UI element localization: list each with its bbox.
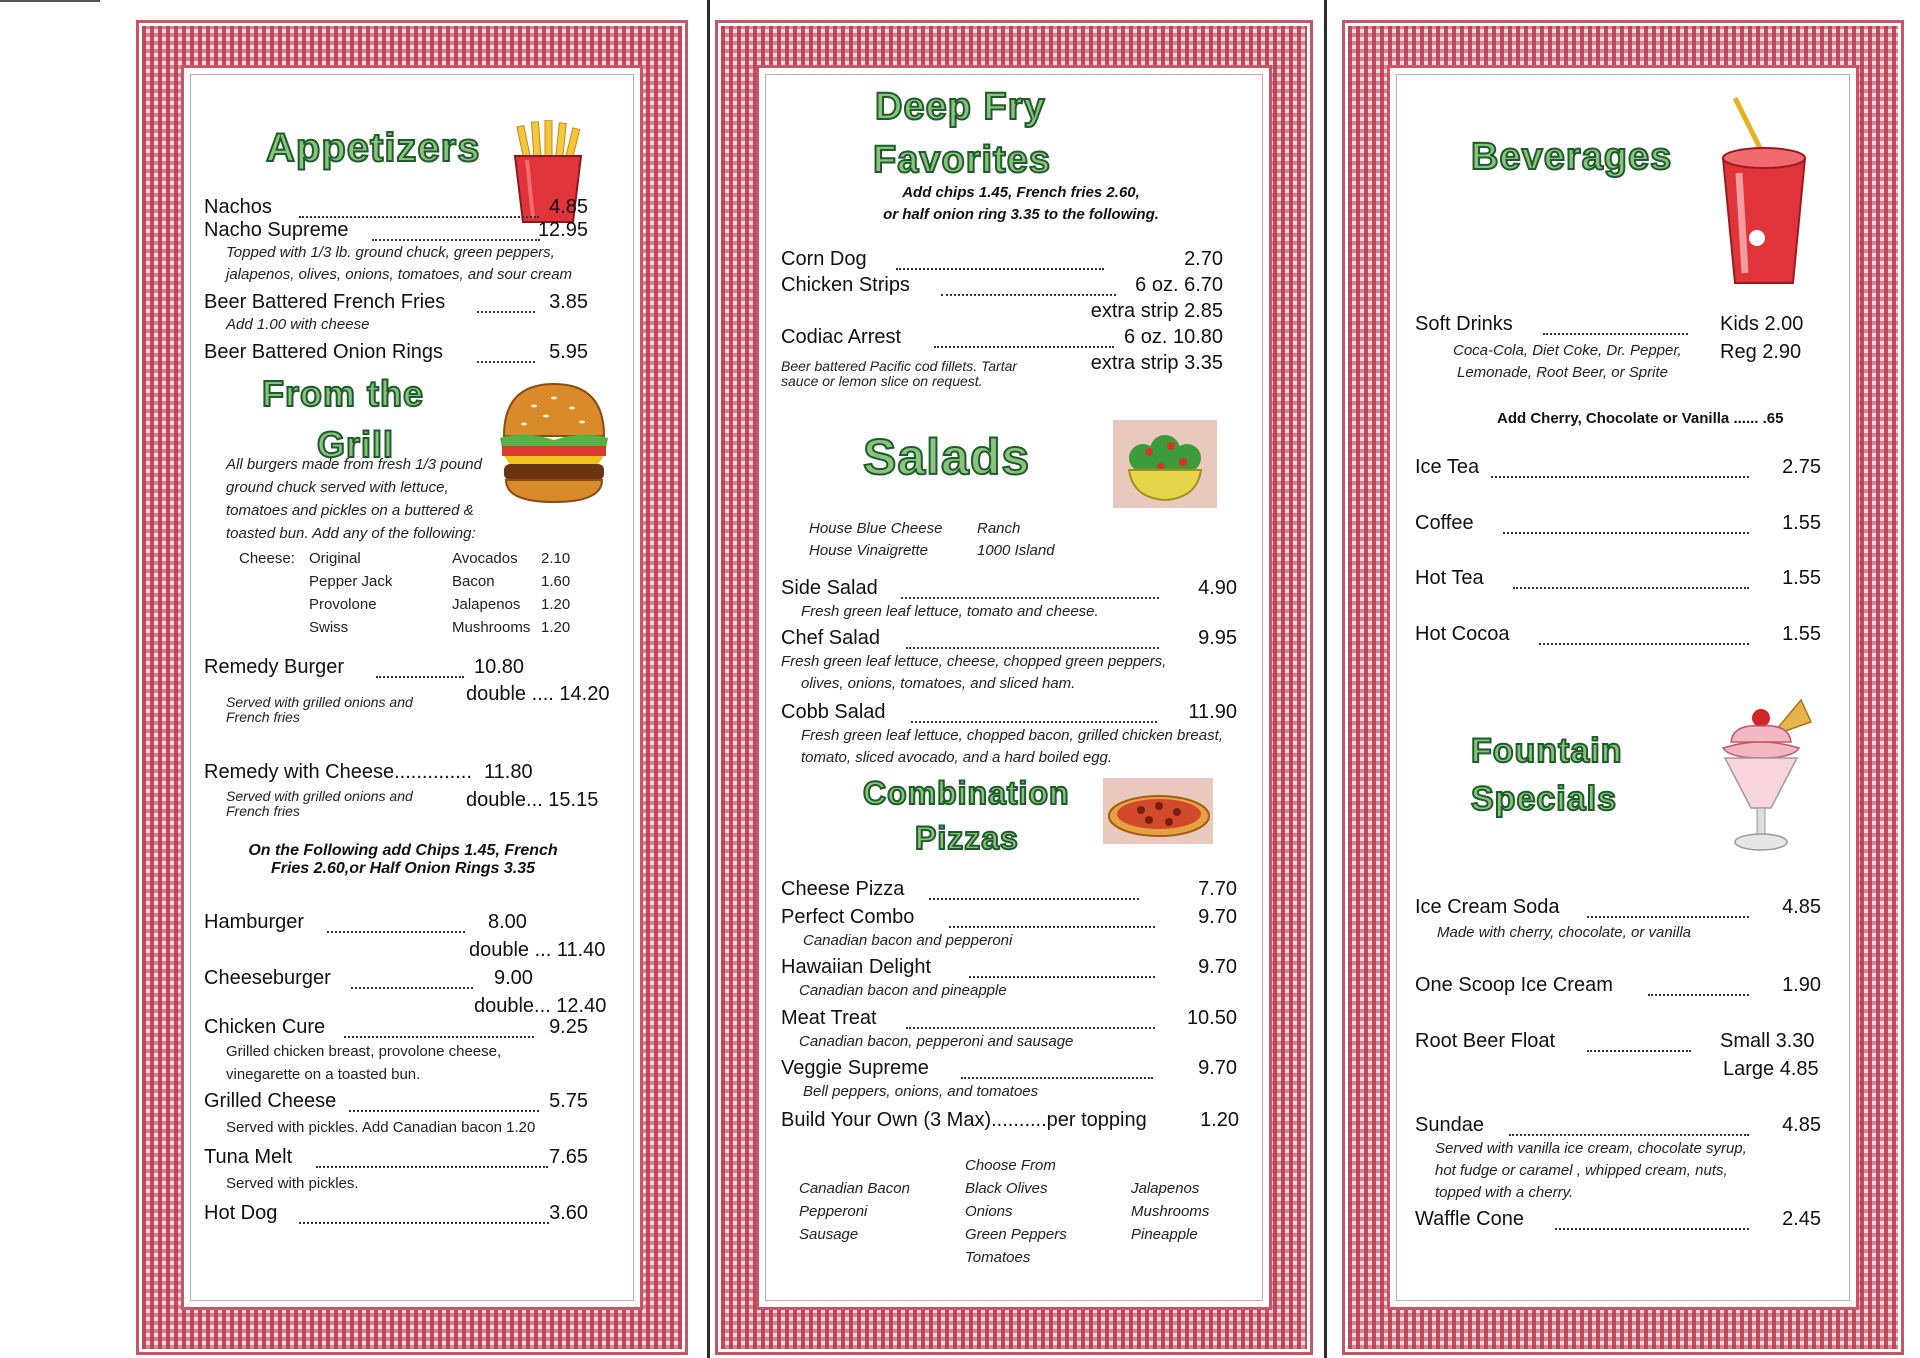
leader-dots xyxy=(1491,476,1749,478)
chicken-strips-price: 6 oz. 6.70 xyxy=(1135,274,1223,296)
fold-line-2 xyxy=(1324,0,1327,1358)
hot-dog-price: 3.60 xyxy=(549,1202,588,1224)
codiac-desc-1: Beer battered Pacific cod fillets. Tartar xyxy=(781,358,1018,374)
onion-rings-name: Beer Battered Onion Rings xyxy=(204,341,444,363)
topping-option: Canadian Bacon xyxy=(799,1180,910,1197)
chef-salad-name: Chef Salad xyxy=(781,627,880,649)
sundae-price: 4.85 xyxy=(1782,1114,1821,1136)
coffee-price: 1.55 xyxy=(1782,512,1821,534)
topping-option: Green Peppers xyxy=(965,1226,1067,1243)
cobb-salad-desc-1: Fresh green leaf lettuce, chopped bacon, grilled chicken breast, xyxy=(801,727,1223,744)
grill-intro-2: ground chuck served with lettuce, xyxy=(226,479,449,496)
grilled-cheese-note: Served with pickles. Add Canadian bacon 1.20 xyxy=(226,1119,536,1136)
hawaiian-price: 9.70 xyxy=(1198,956,1237,978)
soft-drinks-reg: Reg 2.90 xyxy=(1720,341,1802,363)
codiac-price: 6 oz. 10.80 xyxy=(1124,326,1223,348)
leader-dots xyxy=(299,216,539,218)
cheese-option: Provolone xyxy=(309,596,377,613)
hawaiian-name: Hawaiian Delight xyxy=(781,956,932,978)
menu-panel-right xyxy=(1342,20,1904,1355)
leader-dots xyxy=(1513,587,1749,589)
remedy-cheese-note-2: French fries xyxy=(226,803,300,819)
topping-option: Tomatoes xyxy=(965,1249,1031,1266)
perfect-combo-price: 9.70 xyxy=(1198,906,1237,928)
remedy-cheese-note-1: Served with grilled onions and xyxy=(226,788,413,804)
cobb-salad-price: 11.90 xyxy=(1188,701,1237,723)
cheeseburger-price: 9.00 xyxy=(494,967,533,989)
fold-line-1 xyxy=(707,0,710,1358)
soda-cup-icon xyxy=(1705,88,1815,288)
hot-tea-price: 1.55 xyxy=(1782,567,1821,589)
deepfry-title-2: Favorites xyxy=(873,139,1051,181)
appetizers-title: Appetizers xyxy=(266,126,481,170)
side-salad-name: Side Salad xyxy=(781,577,878,599)
hot-tea-name: Hot Tea xyxy=(1415,567,1484,589)
leader-dots xyxy=(929,898,1139,900)
topping-option: Onions xyxy=(965,1203,1013,1220)
page-top-rule xyxy=(0,0,100,2)
tuna-melt-name: Tuna Melt xyxy=(204,1146,293,1168)
meat-treat-desc: Canadian bacon, pepperoni and sausage xyxy=(799,1033,1074,1050)
byo-name: Build Your Own (3 Max)..........per topping xyxy=(781,1109,1147,1131)
perfect-combo-desc: Canadian bacon and pepperoni xyxy=(803,932,1013,949)
leader-dots xyxy=(1587,1050,1691,1052)
topping-option: Jalapenos xyxy=(1131,1180,1200,1197)
remedy-cheese-price: 11.80 xyxy=(484,761,533,783)
sundae-desc-3: topped with a cherry. xyxy=(1435,1184,1574,1201)
codiac-desc-2: sauce or lemon slice on request. xyxy=(781,373,983,389)
leader-dots xyxy=(349,1110,539,1112)
chicken-strips-extra: extra strip 2.85 xyxy=(1090,300,1223,322)
soft-drinks-desc-2: Lemonade, Root Beer, or Sprite xyxy=(1457,364,1668,381)
deepfry-sub-2: or half onion ring 3.35 to the following. xyxy=(883,206,1159,223)
leader-dots xyxy=(1543,333,1688,335)
cheeseburger-name: Cheeseburger xyxy=(204,967,331,989)
topping-option: Sausage xyxy=(799,1226,859,1243)
nacho-supreme-desc-1: Topped with 1/3 lb. ground chuck, green peppers, xyxy=(226,244,555,261)
dressing-option: House Vinaigrette xyxy=(809,542,928,559)
hamburger-name: Hamburger xyxy=(204,911,305,933)
veggie-price: 9.70 xyxy=(1198,1057,1237,1079)
leader-dots xyxy=(896,268,1104,270)
pizzas-title-2: Pizzas xyxy=(915,820,1019,856)
grill-intro-1: All burgers made from fresh 1/3 pound xyxy=(226,456,482,473)
side-salad-price: 4.90 xyxy=(1198,577,1237,599)
leader-dots xyxy=(316,1166,548,1168)
ice-tea-name: Ice Tea xyxy=(1415,456,1480,478)
leader-dots xyxy=(477,361,535,363)
grill-title-1: From the xyxy=(262,373,425,414)
coffee-name: Coffee xyxy=(1415,512,1474,534)
addon-price: 1.60 xyxy=(541,573,571,590)
fountain-title-2: Specials xyxy=(1471,780,1617,818)
ice-cream-soda-name: Ice Cream Soda xyxy=(1415,896,1560,918)
topping-option: Pineapple xyxy=(1131,1226,1198,1243)
hamburger-double: double ... 11.40 xyxy=(469,939,606,961)
menu-panel-middle xyxy=(715,20,1313,1355)
remedy-note-2: French fries xyxy=(226,709,300,725)
fries-price: 3.85 xyxy=(549,291,588,313)
codiac-name: Codiac Arrest xyxy=(781,326,902,348)
leader-dots xyxy=(1509,1134,1749,1136)
chicken-strips-name: Chicken Strips xyxy=(781,274,910,296)
chicken-cure-price: 9.25 xyxy=(549,1016,588,1038)
soft-drinks-desc-1: Coca-Cola, Diet Coke, Dr. Pepper, xyxy=(1453,342,1682,359)
one-scoop-price: 1.90 xyxy=(1782,974,1821,996)
addon-price: 1.20 xyxy=(541,619,571,636)
veggie-name: Veggie Supreme xyxy=(781,1057,929,1079)
remedy-burger-price: 10.80 xyxy=(474,656,525,678)
remedy-cheese-double: double... 15.15 xyxy=(466,789,599,811)
milkshake-icon xyxy=(1707,696,1817,856)
choose-from-label: Choose From xyxy=(965,1157,1056,1174)
leader-dots xyxy=(1648,994,1749,996)
leader-dots xyxy=(376,676,464,678)
meat-treat-price: 10.50 xyxy=(1186,1007,1237,1029)
remedy-burger-name: Remedy Burger xyxy=(204,656,345,678)
salads-title: Salads xyxy=(863,429,1031,485)
chicken-cure-desc-2: vinegarette on a toasted bun. xyxy=(226,1066,421,1083)
sundae-name: Sundae xyxy=(1415,1114,1484,1136)
leader-dots xyxy=(372,239,540,241)
tuna-melt-note: Served with pickles. xyxy=(226,1175,359,1192)
burger-icon xyxy=(494,378,614,508)
leader-dots xyxy=(934,346,1114,348)
fountain-title-1: Fountain xyxy=(1471,732,1623,770)
menu-panel-left xyxy=(136,20,688,1355)
leader-dots xyxy=(949,926,1155,928)
hot-cocoa-price: 1.55 xyxy=(1782,623,1821,645)
one-scoop-name: One Scoop Ice Cream xyxy=(1415,974,1613,996)
soft-drinks-name: Soft Drinks xyxy=(1415,313,1513,335)
cheese-option: Swiss xyxy=(309,619,349,636)
nachos-name: Nachos xyxy=(204,196,272,218)
nacho-supreme-price: 12.95 xyxy=(537,219,588,241)
addon-option: Bacon xyxy=(452,573,495,590)
ice-cream-soda-price: 4.85 xyxy=(1782,896,1821,918)
remedy-burger-double: double .... 14.20 xyxy=(466,683,610,705)
leader-dots xyxy=(1587,916,1749,918)
leader-dots xyxy=(351,987,473,989)
leader-dots xyxy=(969,976,1155,978)
topping-option: Pepperoni xyxy=(799,1203,868,1220)
byo-price: 1.20 xyxy=(1200,1109,1239,1131)
beverages-title: Beverages xyxy=(1471,136,1673,178)
deepfry-sub-1: Add chips 1.45, French fries 2.60, xyxy=(902,184,1140,201)
cheese-pizza-price: 7.70 xyxy=(1198,878,1237,900)
leader-dots xyxy=(1503,532,1749,534)
leader-dots xyxy=(1555,1228,1749,1230)
root-beer-float-name: Root Beer Float xyxy=(1415,1030,1556,1052)
ice-tea-price: 2.75 xyxy=(1782,456,1821,478)
cheese-label: Cheese: xyxy=(239,550,295,567)
salad-bowl-icon xyxy=(1113,420,1217,508)
addon-option: Jalapenos xyxy=(452,596,521,613)
hawaiian-desc: Canadian bacon and pineapple xyxy=(799,982,1007,999)
soft-drinks-kids: Kids 2.00 xyxy=(1720,313,1804,335)
chicken-cure-name: Chicken Cure xyxy=(204,1016,326,1038)
fries-note: Add 1.00 with cheese xyxy=(226,316,370,333)
sundae-desc-2: hot fudge or caramel , whipped cream, nuts, xyxy=(1435,1162,1728,1179)
nacho-supreme-name: Nacho Supreme xyxy=(204,219,349,241)
addon-price: 1.20 xyxy=(541,596,571,613)
cheese-option: Pepper Jack xyxy=(309,573,393,590)
hamburger-price: 8.00 xyxy=(488,911,527,933)
nachos-price: 4.85 xyxy=(549,196,588,218)
waffle-cone-price: 2.45 xyxy=(1782,1208,1821,1230)
panel-inner xyxy=(181,65,643,1310)
cheese-pizza-name: Cheese Pizza xyxy=(781,878,905,900)
grill-title-2: Grill xyxy=(317,424,395,465)
codiac-extra: extra strip 3.35 xyxy=(1090,352,1223,374)
corn-dog-price: 2.70 xyxy=(1184,248,1223,270)
leader-dots xyxy=(344,1036,534,1038)
waffle-cone-name: Waffle Cone xyxy=(1415,1208,1524,1230)
leader-dots xyxy=(961,1077,1153,1079)
chef-salad-price: 9.95 xyxy=(1198,627,1237,649)
leader-dots xyxy=(901,597,1159,599)
chicken-cure-desc-1: Grilled chicken breast, provolone cheese, xyxy=(226,1043,502,1060)
following-note-1: On the Following add Chips 1.45, French xyxy=(248,842,558,859)
leader-dots xyxy=(299,1222,549,1224)
leader-dots xyxy=(911,721,1157,723)
deepfry-title-1: Deep Fry xyxy=(875,86,1046,128)
dressing-option: House Blue Cheese xyxy=(809,520,943,537)
leader-dots xyxy=(327,931,465,933)
root-beer-float-small: Small 3.30 xyxy=(1720,1030,1815,1052)
leader-dots xyxy=(906,1027,1155,1029)
onion-rings-price: 5.95 xyxy=(549,341,588,363)
addon-option: Avocados xyxy=(452,550,518,567)
remedy-note-1: Served with grilled onions and xyxy=(226,694,413,710)
dressing-option: 1000 Island xyxy=(977,542,1055,559)
nacho-supreme-desc-2: jalapenos, olives, onions, tomatoes, and sour cream xyxy=(226,266,573,283)
chef-salad-desc-1: Fresh green leaf lettuce, cheese, chopped green peppers, xyxy=(781,653,1167,670)
leader-dots xyxy=(906,647,1159,649)
ice-cream-soda-desc: Made with cherry, chocolate, or vanilla xyxy=(1437,924,1692,941)
leader-dots xyxy=(477,311,535,313)
leader-dots xyxy=(941,294,1116,296)
fries-name: Beer Battered French Fries xyxy=(204,291,446,313)
side-salad-desc: Fresh green leaf lettuce, tomato and cheese. xyxy=(801,603,1099,620)
grilled-cheese-price: 5.75 xyxy=(549,1090,588,1112)
root-beer-float-large: Large 4.85 xyxy=(1723,1058,1819,1080)
tuna-melt-price: 7.65 xyxy=(549,1146,588,1168)
pizza-icon xyxy=(1103,778,1213,844)
sundae-desc-1: Served with vanilla ice cream, chocolate syrup, xyxy=(1435,1140,1747,1157)
panel-inner xyxy=(1387,65,1859,1310)
topping-option: Mushrooms xyxy=(1131,1203,1210,1220)
add-flavor-note: Add Cherry, Chocolate or Vanilla ...... .65 xyxy=(1497,410,1784,427)
addon-price: 2.10 xyxy=(541,550,571,567)
leader-dots xyxy=(1539,643,1749,645)
grill-intro-4: toasted bun. Add any of the following: xyxy=(226,525,476,542)
corn-dog-name: Corn Dog xyxy=(781,248,867,270)
hot-cocoa-name: Hot Cocoa xyxy=(1415,623,1510,645)
grill-intro-3: tomatoes and pickles on a buttered & xyxy=(226,502,474,519)
cobb-salad-desc-2: tomato, sliced avocado, and a hard boiled egg. xyxy=(801,749,1113,766)
remedy-cheese-name: Remedy with Cheese.............. xyxy=(204,761,472,783)
veggie-desc: Bell peppers, onions, and tomatoes xyxy=(803,1083,1039,1100)
chef-salad-desc-2: olives, onions, tomatoes, and sliced ham. xyxy=(801,675,1076,692)
pizzas-title-1: Combination xyxy=(863,775,1070,811)
meat-treat-name: Meat Treat xyxy=(781,1007,877,1029)
dressing-option: Ranch xyxy=(977,520,1021,537)
panel-inner xyxy=(756,65,1272,1310)
cheeseburger-double: double... 12.40 xyxy=(474,995,607,1017)
grilled-cheese-name: Grilled Cheese xyxy=(204,1090,337,1112)
following-note-2: Fries 2.60,or Half Onion Rings 3.35 xyxy=(270,860,536,877)
hot-dog-name: Hot Dog xyxy=(204,1202,278,1224)
topping-option: Black Olives xyxy=(965,1180,1048,1197)
perfect-combo-name: Perfect Combo xyxy=(781,906,915,928)
cheese-option: Original xyxy=(309,550,361,567)
addon-option: Mushrooms xyxy=(452,619,531,636)
cobb-salad-name: Cobb Salad xyxy=(781,701,886,723)
